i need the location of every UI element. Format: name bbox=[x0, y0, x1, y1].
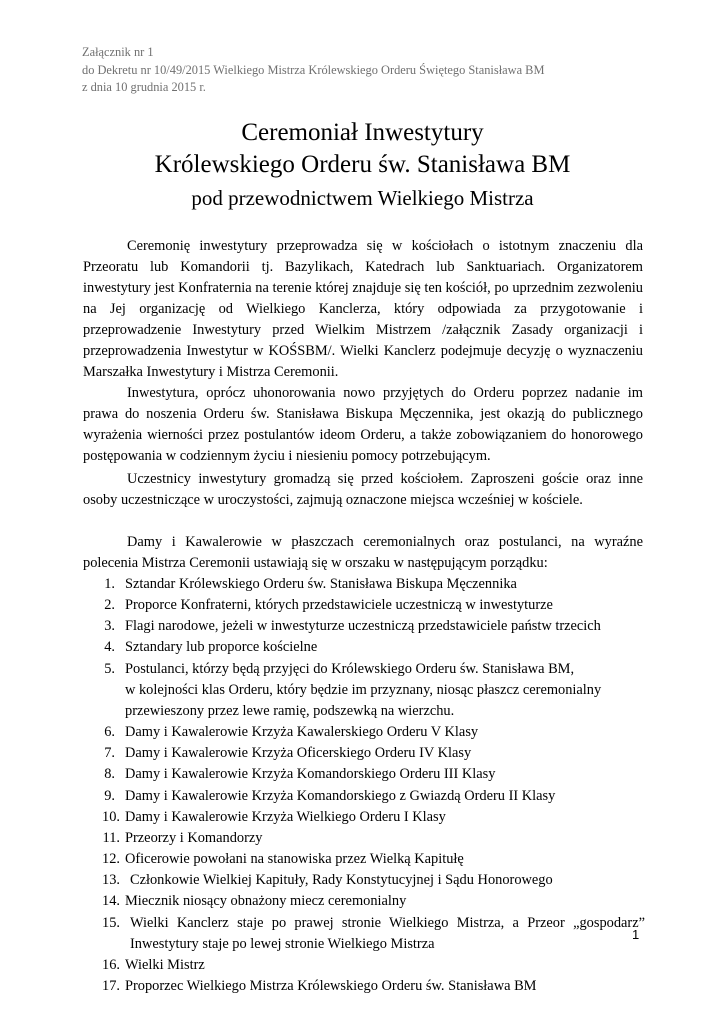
list-item-continuation: Inwestytury staje po lewej stronie Wielkiego Mistrza bbox=[130, 935, 435, 952]
procession-list bbox=[99, 574, 659, 997]
header-line-1: Załącznik nr 1 bbox=[82, 45, 154, 59]
list-item: 14. Miecznik niosący obnażony miecz ceremonialny bbox=[102, 893, 407, 910]
paragraph-2 bbox=[83, 383, 643, 467]
list-item: 17. Proporzec Wielkiego Mistrza Królewskiego Orderu św. Stanisława BM bbox=[102, 977, 537, 994]
list-item: 10. Damy i Kawalerowie Krzyża Wielkiego Orderu I Klasy bbox=[102, 808, 446, 825]
list-item: 3. Flagi narodowe, jeżeli w inwestyturze uczestniczą przedstawiciele państw trzecich bbox=[104, 618, 601, 635]
list-item: 4. Sztandary lub proporce kościelne bbox=[104, 639, 318, 656]
document-title-line-1: Ceremoniał Inwestytury bbox=[241, 119, 484, 146]
list-item: 8. Damy i Kawalerowie Krzyża Komandorskiego Orderu III Klasy bbox=[104, 766, 496, 783]
document-subtitle: pod przewodnictwem Wielkiego Mistrza bbox=[191, 186, 534, 210]
list-item: 6. Damy i Kawalerowie Krzyża Kawalerskiego Orderu V Klasy bbox=[104, 724, 479, 741]
header-line-2: do Dekretu nr 10/49/2015 Wielkiego Mistrza Królewskiego Orderu Świętego Stanisława BM bbox=[82, 62, 545, 77]
document-title-line-2: Królewskiego Orderu św. Stanisława BM bbox=[154, 151, 571, 178]
list-item: 12. Oficerowie powołani na stanowiska przez Wielką Kapitułę bbox=[102, 851, 464, 868]
list-item-continuation: przewieszony przez lewe ramię, podszewką na wierzchu. bbox=[125, 702, 455, 719]
paragraph-3-text: Uczestnicy inwestytury gromadzą się przed kościołem. Zaproszeni goście oraz inne osoby uczestniczące w uroczystości, zajmują oznaczone miejsca wcześniej w kościele. bbox=[83, 471, 643, 508]
paragraph-4-text: Damy i Kawalerowie w płaszczach ceremonialnych oraz postulanci, na wyraźne polecenia Mistrza Ceremonii ustawiają się w orszaku w następującym porządku: bbox=[83, 534, 643, 571]
list-item: 1. Sztandar Królewskiego Orderu św. Stanisława Biskupa Męczennika bbox=[104, 576, 517, 592]
list-item: 15. Wielki Kanclerz staje po prawej stronie Wielkiego Mistrza, a Przeor „gospodarz” bbox=[102, 914, 645, 931]
header-line-3: z dnia 10 grudnia 2015 r. bbox=[82, 80, 206, 94]
list-item: 2. Proporce Konfraterni, których przedstawiciele uczestniczą w inwestyturze bbox=[104, 597, 553, 614]
paragraph-1-text: Ceremonię inwestytury przeprowadza się w kościołach o istotnym znaczeniu dla Przeoratu lub Komandorii tj. Bazylikach, Katedrach lub Sanktuariach. Organizatorem inwestytury jest Konfraternia na terenie której znajduje się ten kościół, po uprzednim zezwoleniu na Jej organizację od Wielkiego Kanclerza, który odpowiada za przygotowanie i przeprowadzenie Inwestytury przed Wielkim Mistrzem /załącznik Zasady organizacji i przeprowadzenia Inwestytur w KOŚSBM/. Wielki Kanclerz podejmuje decyzję o wyznaczeniu Marszałka Inwestytury i Mistrza Ceremonii. bbox=[83, 238, 643, 380]
list-item-continuation: w kolejności klas Orderu, który będzie im przyznany, niosąc płaszcz ceremonialny bbox=[125, 681, 602, 698]
list-item: 13. Członkowie Wielkiej Kapituły, Rady Konstytucyjnej i Sądu Honorowego bbox=[102, 872, 553, 889]
paragraph-2-text: Inwestytura, oprócz uhonorowania nowo przyjętych do Orderu poprzez nadanie im prawa do noszenia Orderu św. Stanisława Biskupa Męczennika, jest okazją do publicznego wyrażenia wierności przez postulantów ideom Orderu, a także zobowiązaniem do honorowego postępowania w codziennym życiu i niesieniu pomocy potrzebującym. bbox=[83, 385, 643, 464]
list-item: 9. Damy i Kawalerowie Krzyża Komandorskiego z Gwiazdą Orderu II Klasy bbox=[104, 787, 556, 804]
list-item: 7. Damy i Kawalerowie Krzyża Oficerskiego Orderu IV Klasy bbox=[104, 745, 472, 762]
list-item: 16. Wielki Mistrz bbox=[102, 956, 205, 973]
page-number: 1 bbox=[632, 927, 640, 942]
paragraph-1 bbox=[83, 236, 643, 383]
paragraph-3 bbox=[83, 469, 643, 511]
list-item: 5. Postulanci, którzy będą przyjęci do Królewskiego Orderu św. Stanisława BM, bbox=[104, 660, 575, 677]
attachment-header bbox=[82, 44, 544, 97]
list-item: 11. Przeorzy i Komandorzy bbox=[102, 829, 263, 846]
paragraph-4 bbox=[83, 532, 643, 574]
